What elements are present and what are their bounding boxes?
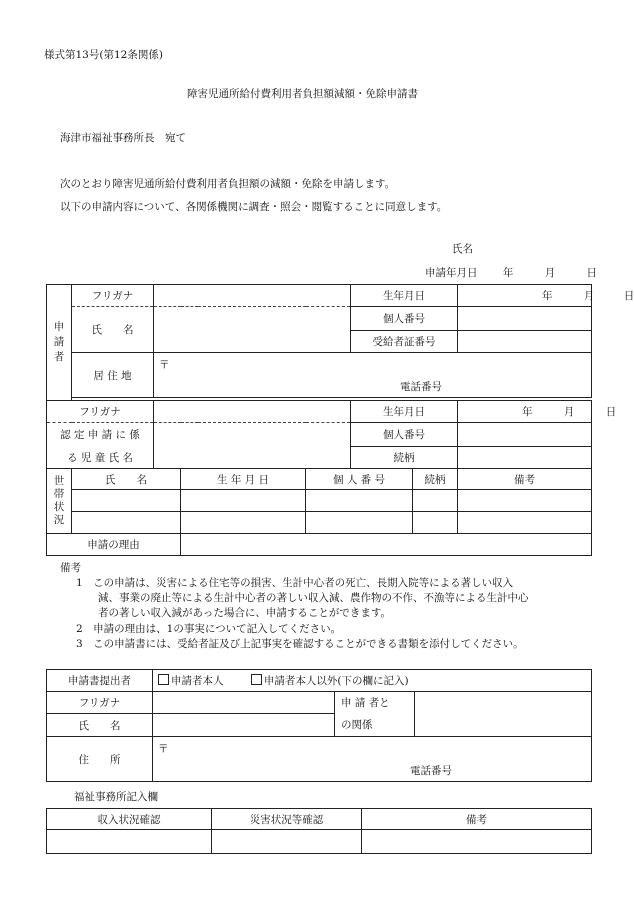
date-day: 日: [586, 267, 598, 279]
submitter-options: [153, 670, 592, 692]
office-heading: 福祉事務所記入欄: [74, 791, 158, 803]
household-header-name: 氏 名: [72, 469, 181, 490]
submitter-relation-label-1: 申 請 者と: [335, 692, 415, 714]
household-number-cell[interactable]: [306, 512, 413, 534]
household-relationship-cell[interactable]: [413, 512, 458, 534]
household-row: [47, 512, 592, 534]
child-relationship-field[interactable]: [458, 447, 592, 469]
household-remarks-cell[interactable]: [458, 512, 592, 534]
submitter-label: 申請書提出者: [47, 670, 153, 692]
household-name-cell[interactable]: [72, 512, 181, 534]
child-birth-year: 年: [522, 406, 533, 418]
submitter-address-label: 住 所: [47, 737, 153, 782]
submitter-table: [46, 669, 592, 782]
submitter-other-checkbox[interactable]: 申請者本人以外(下の欄に記入): [251, 675, 409, 687]
household-birth-cell[interactable]: [181, 512, 306, 534]
household-header-personal-number: 個 人 番 号: [306, 469, 413, 490]
household-section-label: 世 帯 状 況: [47, 469, 72, 534]
child-personal-number-label: 個人番号: [351, 423, 458, 447]
child-furigana-label: フリガナ: [47, 401, 154, 423]
household-remarks-cell[interactable]: [458, 490, 592, 512]
child-furigana-field[interactable]: [154, 401, 351, 423]
office-header-income: 収入状況確認: [47, 809, 212, 830]
applicant-section-label: 申 請 者: [47, 285, 72, 401]
application-table: [46, 284, 634, 556]
note-line: 減、事業の廃止等による生計中心者の著しい収入減、農作物の不作、不漁等による生計中心: [98, 592, 529, 604]
note-line: 3 この申請書には、受給者証及び上記事実を確認することができる書類を添付してください。: [76, 638, 524, 650]
applicant-birth-month: 月: [583, 290, 595, 302]
applicant-cert-number-field[interactable]: [458, 331, 592, 353]
child-birth-day: 日: [605, 406, 617, 418]
date-year: 年: [502, 267, 514, 279]
applicant-furigana-label: フリガナ: [72, 285, 154, 307]
submitter-address-field[interactable]: [153, 737, 592, 782]
applicant-birth-year: 年: [542, 290, 553, 302]
office-header-disaster: 災害状況等確認: [212, 809, 362, 830]
child-birth-label: 生年月日: [351, 401, 458, 423]
applicant-furigana-field[interactable]: [154, 285, 351, 307]
child-name-label-2: る 児 童 氏 名: [47, 447, 154, 469]
date-month: 月: [544, 267, 556, 279]
child-birth-month: 月: [563, 406, 575, 418]
applicant-name-label: 氏 名: [72, 307, 154, 353]
applicant-birth-day: 日: [623, 290, 634, 302]
household-name-cell[interactable]: [72, 490, 181, 512]
application-date: [425, 265, 597, 280]
office-header-remarks: 備考: [362, 809, 592, 830]
applicant-birth-label: 生年月日: [351, 285, 458, 307]
applicant-phone-label: 電話番号: [400, 381, 442, 393]
household-birth-cell[interactable]: [181, 490, 306, 512]
submitter-relation-field[interactable]: [415, 692, 592, 737]
submitter-furigana-field[interactable]: [153, 692, 335, 714]
applicant-postal-mark: 〒: [159, 359, 170, 371]
child-personal-number-field[interactable]: [458, 423, 592, 447]
intro-text: 次のとおり障害児通所給付費利用者負担額の減額・免除を申請します。: [60, 178, 396, 190]
page-title: 障害児通所給付費利用者負担額減額・免除申請書: [187, 88, 418, 100]
household-header-birth: 生 年 月 日: [181, 469, 306, 490]
applicant-name-field[interactable]: [154, 307, 351, 353]
child-birth-field[interactable]: [458, 401, 617, 423]
household-row: [47, 490, 592, 512]
office-income-cell[interactable]: [47, 830, 212, 854]
office-remarks-cell[interactable]: [362, 830, 592, 854]
submitter-relation-label-2: の関係: [335, 714, 415, 737]
child-relationship-label: 続柄: [351, 447, 458, 469]
child-name-field[interactable]: [154, 423, 351, 469]
applicant-address-field[interactable]: [154, 353, 592, 398]
applicant-cert-number-label: 受給者証番号: [351, 331, 458, 353]
household-relationship-cell[interactable]: [413, 490, 458, 512]
note-line: 者の著しい収入減があった場合に、申請することができます。: [98, 607, 392, 619]
submitter-furigana-label: フリガナ: [47, 692, 153, 714]
signer-name-label: 氏名: [452, 243, 473, 255]
note-line: 1 この申請は、災害による住宅等の損害、生計中心者の死亡、長期入院等による著しい収入: [76, 577, 514, 589]
submitter-phone-label: 電話番号: [410, 765, 452, 777]
form-number: 様式第13号(第12条関係): [44, 49, 163, 61]
addressee: 海津市福祉事務所長 宛て: [60, 132, 186, 144]
application-date-label: 申請年月日: [425, 267, 478, 279]
reason-field[interactable]: [181, 534, 592, 556]
checkbox-icon: [251, 674, 262, 685]
office-table: [46, 808, 592, 854]
reason-label: 申請の理由: [47, 534, 181, 556]
note-line: 2 申請の理由は、1の事実について記入してください。: [76, 623, 342, 635]
applicant-personal-number-field[interactable]: [458, 307, 592, 331]
submitter-name-field[interactable]: [153, 714, 335, 737]
household-header-relationship: 続柄: [413, 469, 458, 490]
applicant-birth-field[interactable]: [458, 285, 634, 307]
office-disaster-cell[interactable]: [212, 830, 362, 854]
child-name-label-1: 認 定 申 請 に 係: [47, 423, 154, 447]
notes-heading: 備考: [60, 562, 81, 574]
applicant-address-label: 居 住 地: [72, 353, 154, 398]
household-header-remarks: 備考: [458, 469, 592, 490]
applicant-personal-number-label: 個人番号: [351, 307, 458, 331]
consent-text: 以下の申請内容について、各関係機関に調査・照会・閲覧することに同意します。: [60, 201, 448, 213]
submitter-postal-mark: 〒: [158, 743, 169, 755]
checkbox-icon: [158, 674, 169, 685]
submitter-name-label: 氏 名: [47, 714, 153, 737]
household-number-cell[interactable]: [306, 490, 413, 512]
submitter-self-checkbox[interactable]: 申請者本人: [158, 675, 224, 687]
